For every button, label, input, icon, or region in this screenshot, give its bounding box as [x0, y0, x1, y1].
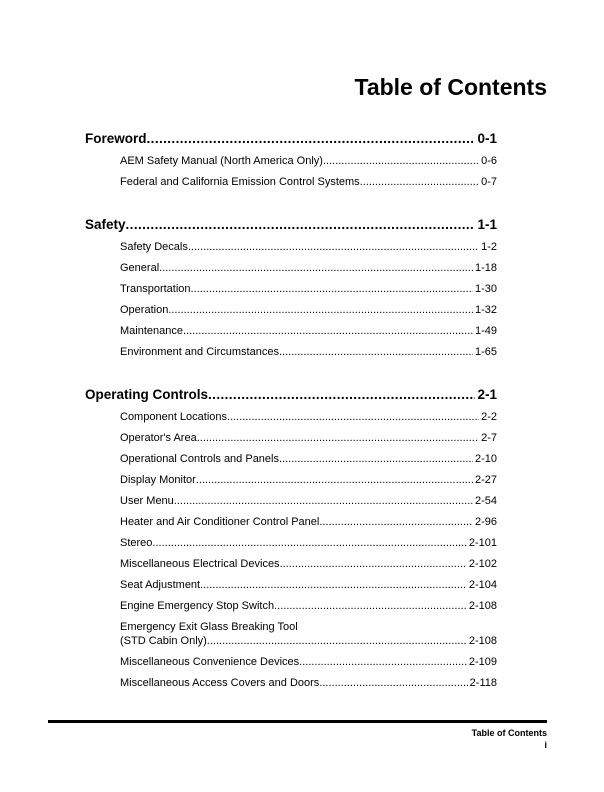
footer-page-number: i: [544, 740, 547, 750]
entry-label: Maintenance: [120, 325, 183, 337]
toc-section-foreword[interactable]: [85, 128, 497, 150]
dot-leader: [279, 342, 473, 363]
toc-entry[interactable]: [120, 449, 497, 470]
entry-label: User Menu: [120, 495, 174, 507]
entry-page: 2-104: [468, 579, 497, 591]
entry-label: Environment and Circumstances: [120, 346, 279, 358]
toc-entry[interactable]: [120, 342, 497, 363]
entry-label-line1: Emergency Exit Glass Breaking Tool: [120, 621, 298, 633]
dot-leader: [152, 533, 466, 554]
toc-entry[interactable]: [120, 652, 497, 673]
dot-leader: [274, 596, 467, 617]
dot-leader: [323, 151, 479, 172]
toc-entry[interactable]: [120, 151, 497, 172]
dot-leader: [196, 470, 473, 491]
entry-label: Engine Emergency Stop Switch: [120, 600, 275, 612]
toc-entry[interactable]: [120, 533, 497, 554]
dot-leader: [299, 652, 467, 673]
dot-leader: [159, 258, 473, 279]
entry-label: Miscellaneous Convenience Devices: [120, 656, 300, 668]
section-title: Foreword: [85, 131, 147, 146]
toc-entry[interactable]: [120, 428, 497, 449]
entry-page: 1-49: [474, 325, 497, 337]
entry-page: 2-96: [474, 516, 497, 528]
entry-label: General: [120, 262, 160, 274]
entry-label: AEM Safety Manual (North America Only): [120, 155, 323, 167]
dot-leader: [183, 321, 473, 342]
entry-page: 2-10: [474, 453, 497, 465]
entry-page: 2-108: [468, 635, 497, 647]
dot-leader: [147, 128, 476, 150]
entry-label: Transportation: [120, 283, 191, 295]
toc-entry[interactable]: [120, 512, 497, 533]
dot-leader: [207, 634, 467, 648]
toc-entry[interactable]: [120, 258, 497, 279]
dot-leader: [208, 384, 475, 406]
entry-page: 2-108: [468, 600, 497, 612]
entry-page: 2-109: [468, 656, 497, 668]
dot-leader: [200, 575, 467, 596]
page-title: Table of Contents: [354, 74, 547, 100]
dot-leader: [174, 491, 473, 512]
section-page: 1-1: [477, 217, 497, 232]
entry-page: 2-27: [474, 474, 497, 486]
toc-entry[interactable]: [120, 407, 497, 428]
dot-leader: [319, 673, 467, 694]
entry-page: 1-2: [481, 241, 497, 253]
dot-leader: [360, 172, 479, 193]
section-page: 2-1: [477, 387, 497, 402]
entry-page: 1-32: [474, 304, 497, 316]
dot-leader: [319, 512, 473, 533]
entry-label: Miscellaneous Access Covers and Doors: [120, 677, 320, 689]
entry-page: 2-7: [481, 432, 497, 444]
toc-entry[interactable]: [120, 279, 497, 300]
toc-entry[interactable]: [120, 470, 497, 491]
entry-page: 1-65: [474, 346, 497, 358]
entry-label: Federal and California Emission Control Systems: [120, 176, 360, 188]
dot-leader: [280, 554, 467, 575]
toc-entry[interactable]: [120, 596, 497, 617]
dot-leader: [168, 300, 473, 321]
entry-page: 0-7: [481, 176, 497, 188]
toc-entry[interactable]: [120, 673, 497, 694]
toc-entry[interactable]: [120, 491, 497, 512]
entry-page: 2-2: [481, 411, 497, 423]
entry-label: Operation: [120, 304, 169, 316]
toc-entry[interactable]: [120, 237, 497, 258]
entry-page: 1-18: [474, 262, 497, 274]
entry-page: 1-30: [474, 283, 497, 295]
entry-label: Operational Controls and Panels: [120, 453, 279, 465]
section-title: Safety: [85, 217, 126, 232]
footer-title: Table of Contents: [471, 728, 547, 738]
toc-entry[interactable]: [120, 300, 497, 321]
entry-label: Heater and Air Conditioner Control Panel: [120, 516, 320, 528]
toc-entry[interactable]: [120, 617, 497, 652]
toc-entry[interactable]: [120, 575, 497, 596]
entry-label: Safety Decals: [120, 241, 188, 253]
dot-leader: [188, 237, 479, 258]
entry-label: Display Monitor: [120, 474, 196, 486]
entry-page: 2-102: [468, 558, 497, 570]
entry-label: Stereo: [120, 537, 153, 549]
toc-entry[interactable]: [120, 172, 497, 193]
dot-leader: [279, 449, 473, 470]
entry-page: 2-101: [468, 537, 497, 549]
section-page: 0-1: [477, 131, 497, 146]
entry-label: Operator's Area: [120, 432, 197, 444]
entry-label: Miscellaneous Electrical Devices: [120, 558, 280, 570]
toc-section-operating-controls[interactable]: [85, 384, 497, 406]
entry-page: 2-54: [474, 495, 497, 507]
entry-label: Component Locations: [120, 411, 228, 423]
entry-page: 2-118: [469, 677, 497, 689]
dot-leader: [197, 428, 479, 449]
entry-page: 0-6: [481, 155, 497, 167]
dot-leader: [227, 407, 479, 428]
footer-rule: [48, 720, 547, 723]
section-title: Operating Controls: [85, 387, 209, 402]
toc-entry[interactable]: [120, 321, 497, 342]
entry-label-line2: (STD Cabin Only): [120, 635, 207, 647]
dot-leader: [126, 214, 476, 236]
toc-section-safety[interactable]: [85, 214, 497, 236]
entry-label: Seat Adjustment: [120, 579, 201, 591]
table-of-contents: [85, 128, 497, 694]
toc-entry[interactable]: [120, 554, 497, 575]
dot-leader: [191, 279, 473, 300]
